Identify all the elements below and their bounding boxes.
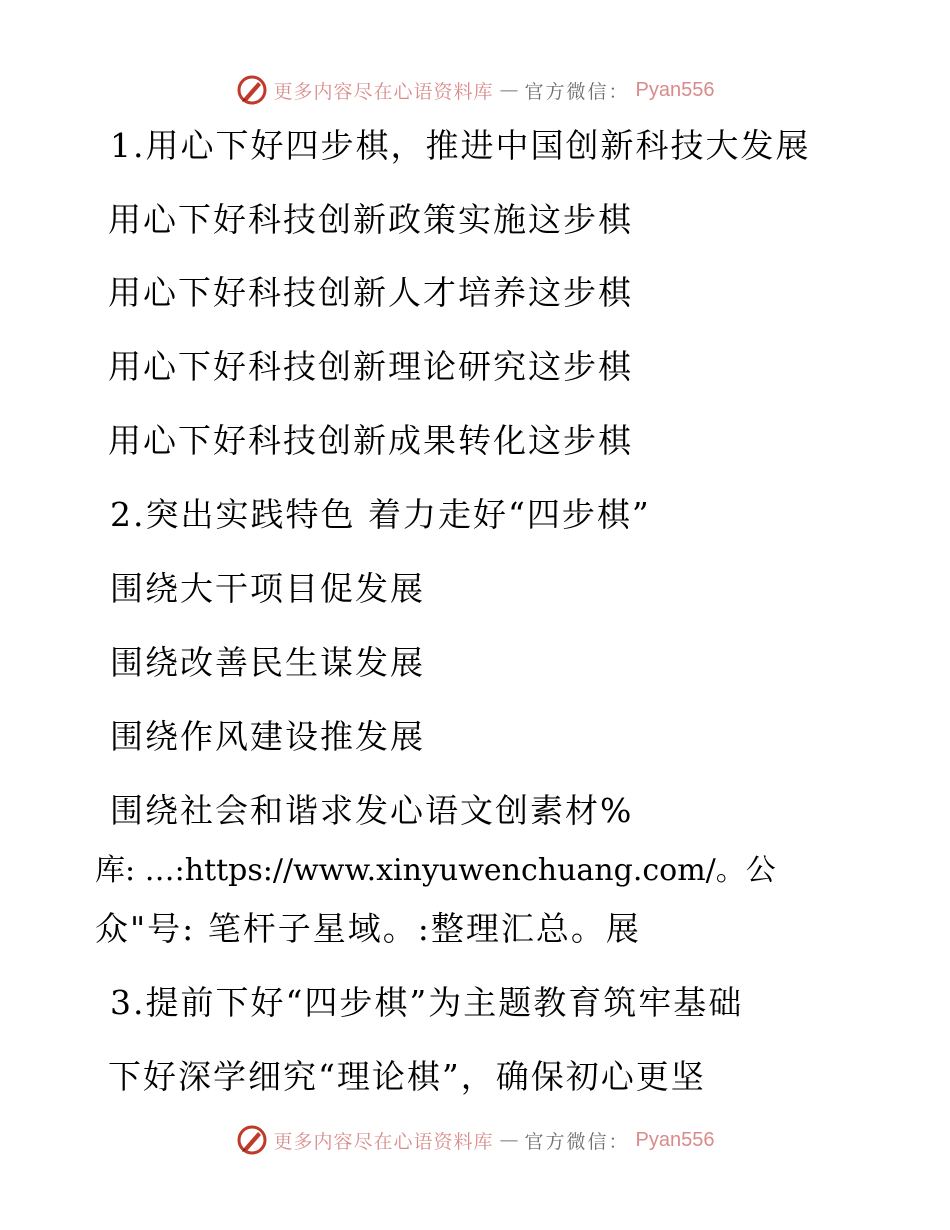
text-line: 用心下好科技创新理论研究这步棋 [108, 347, 633, 386]
text-line: 围绕改善民生谋发展 [110, 643, 425, 682]
banner-text: 更多内容尽在心语资料库 [273, 80, 494, 103]
heading-3: 3.提前下好“四步棋”为主题教育筑牢基础 [110, 983, 744, 1022]
text-line: 围绕大干项目促发展 [110, 569, 425, 608]
text-line: 用心下好科技创新成果转化这步棋 [108, 421, 633, 460]
text-line-url: 库: …:https://www.xinyuwenchuang.com/。公 [95, 853, 776, 888]
text-line: 用心下好科技创新人才培养这步棋 [108, 273, 633, 312]
text-line: 众"号: 笔杆子星域。:整理汇总。展 [95, 909, 641, 948]
text-line: 围绕作风建设推发展 [110, 717, 425, 756]
heading-2: 2.突出实践特色 着力走好“四步棋” [110, 495, 651, 534]
text-line: 用心下好科技创新政策实施这步棋 [108, 200, 633, 239]
header-banner [0, 70, 950, 110]
banner-wechat-id: Pyan556 [635, 78, 715, 101]
banner-dash: — [499, 1129, 519, 1151]
banner-wechat-label: 官方微信： [524, 1130, 630, 1153]
text-line: 围绕社会和谐求发心语文创素材% [110, 791, 634, 830]
pen-logo-icon [236, 74, 268, 106]
footer-banner [0, 1120, 950, 1160]
heading-1: 1.用心下好四步棋，推进中国创新科技大发展 [110, 126, 811, 165]
banner-dash: — [499, 79, 519, 101]
pen-logo-icon [236, 1124, 268, 1156]
banner-text: 更多内容尽在心语资料库 [273, 1130, 494, 1153]
banner-wechat-id: Pyan556 [635, 1128, 715, 1151]
text-line: 下好深学细究“理论棋”，确保初心更坚 [108, 1057, 706, 1096]
banner-wechat-label: 官方微信： [524, 80, 630, 103]
